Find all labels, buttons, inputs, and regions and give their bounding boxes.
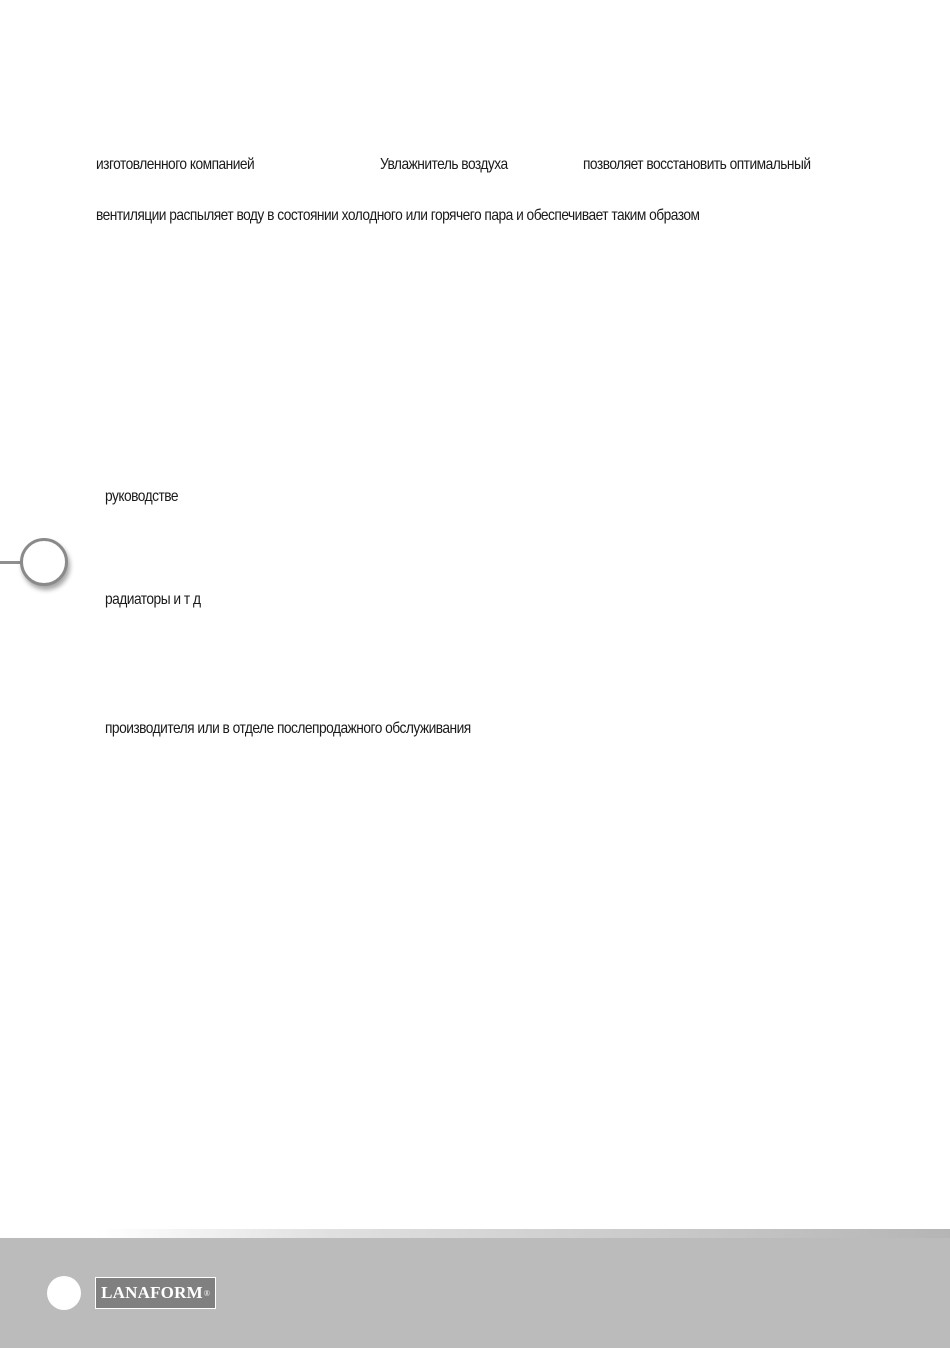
safety-item-text-1: руководстве bbox=[105, 488, 179, 505]
safety-item-text-3: производителя или в отделе послепродажного обслуживания bbox=[105, 720, 471, 737]
section-tab-circle bbox=[20, 538, 68, 586]
section-tab-marker bbox=[0, 538, 70, 588]
safety-item-text-2: радиаторы и т д bbox=[105, 591, 201, 608]
lanaform-logo bbox=[95, 1277, 216, 1309]
intro-text-fragment-3: позволяет восстановить оптимальный bbox=[583, 156, 811, 173]
logo-registered-mark: ® bbox=[203, 1288, 210, 1298]
intro-text-line-2: вентиляции распыляет воду в состоянии холодного или горячего пара и обеспечивает таким образом bbox=[96, 207, 700, 224]
product-name-text: Увлажнитель воздуха bbox=[380, 156, 508, 173]
page-number-circle bbox=[47, 1276, 81, 1310]
intro-text-fragment-1: изготовленного компанией bbox=[96, 156, 255, 173]
logo-text: LANAFORM bbox=[101, 1283, 203, 1302]
